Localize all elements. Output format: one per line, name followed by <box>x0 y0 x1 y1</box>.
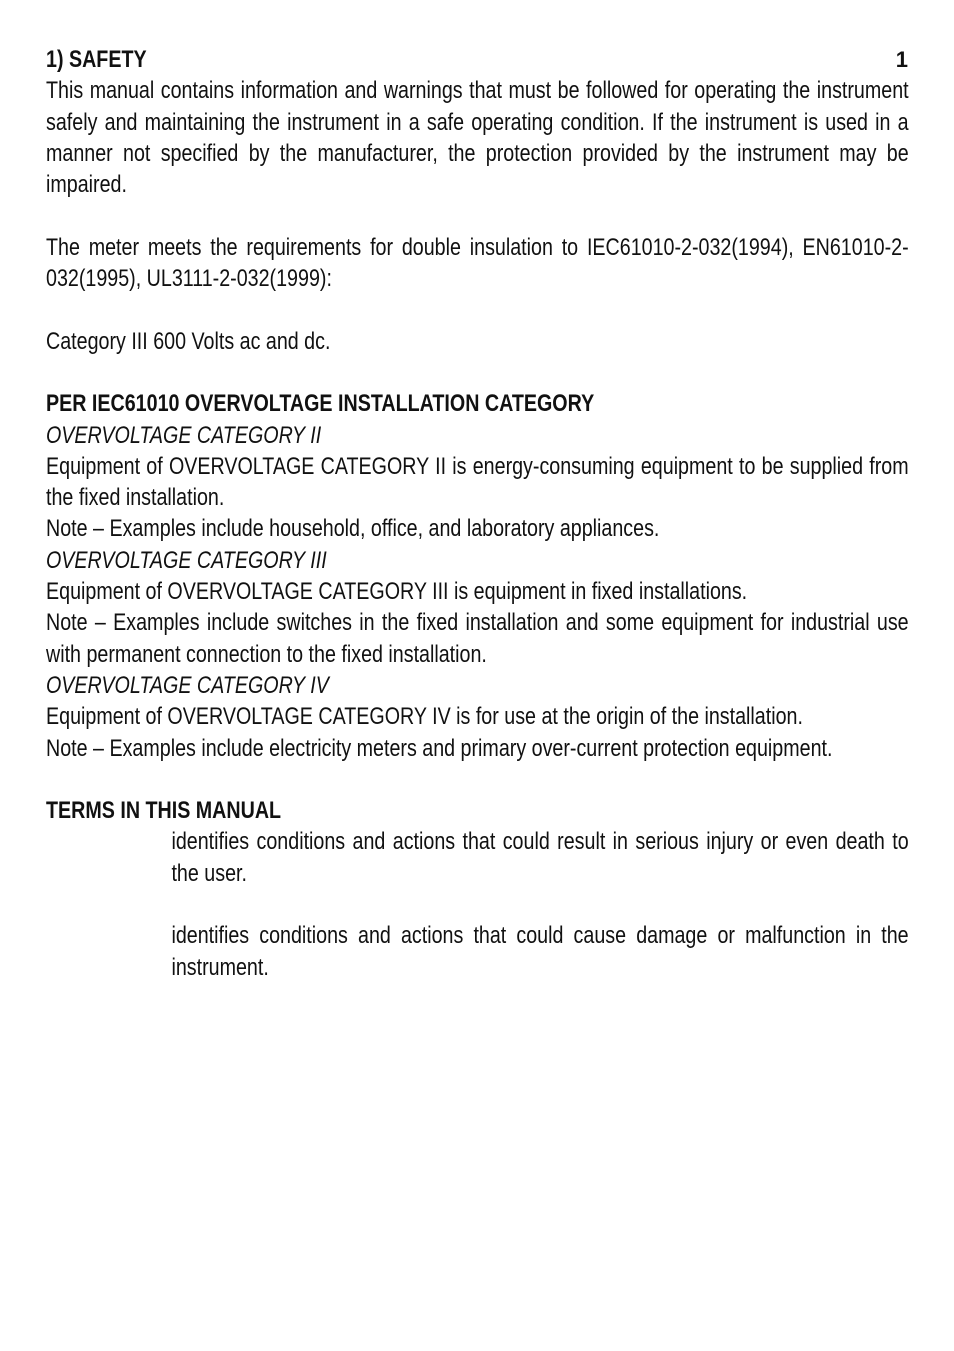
category-note: Note – Examples include household, office, and laboratory appliances. <box>46 515 660 543</box>
category-description: Equipment of OVERVOLTAGE CATEGORY II is energy-consuming equipment to be supplied from the fixed installation. <box>46 452 909 512</box>
spacer <box>46 294 909 325</box>
category-name: OVERVOLTAGE CATEGORY IV <box>46 671 329 699</box>
category-name: OVERVOLTAGE CATEGORY III <box>46 546 327 574</box>
spacer <box>46 889 909 920</box>
category-rating-text: Category III 600 Volts ac and dc. <box>46 327 331 355</box>
terms-section-title: TERMS IN THIS MANUAL <box>46 797 282 825</box>
spacer <box>46 357 909 388</box>
spacer <box>46 200 909 231</box>
safety-intro-paragraph: This manual contains information and warnings that must be followed for operating the instrument safely and maintaining the instrument in a safe operating condition. If the instrument is used in a manner not specified by the manufacturer, the protection provided by the instrument may be impaired. <box>46 77 909 199</box>
category-description: Equipment of OVERVOLTAGE CATEGORY III is equipment in fixed installations. <box>46 578 748 606</box>
overvoltage-section-title: PER IEC61010 OVERVOLTAGE INSTALLATION CATEGORY <box>46 390 595 418</box>
category-description: Equipment of OVERVOLTAGE CATEGORY IV is for use at the origin of the installation. <box>46 703 803 731</box>
manual-page <box>46 44 909 983</box>
category-note: Note – Examples include switches in the fixed installation and some equipment for industrial use with permanent connection to the fixed installation. <box>46 609 909 668</box>
caution-term-text: identifies conditions and actions that could cause damage or malfunction in the instrument. <box>171 922 909 981</box>
warning-term-text: identifies conditions and actions that could result in serious injury or even death to the user. <box>171 828 909 887</box>
standards-paragraph: The meter meets the requirements for double insulation to IEC61010-2-032(1994), EN61010-2-032(1995), UL3111-2-032(1999): <box>46 233 909 293</box>
section-title: 1) SAFETY <box>46 46 147 73</box>
spacer <box>46 764 909 795</box>
category-note: Note – Examples include electricity meters and primary over-current protection equipment. <box>46 734 833 762</box>
category-name: OVERVOLTAGE CATEGORY II <box>46 421 322 449</box>
page-number: 1 <box>895 47 908 72</box>
